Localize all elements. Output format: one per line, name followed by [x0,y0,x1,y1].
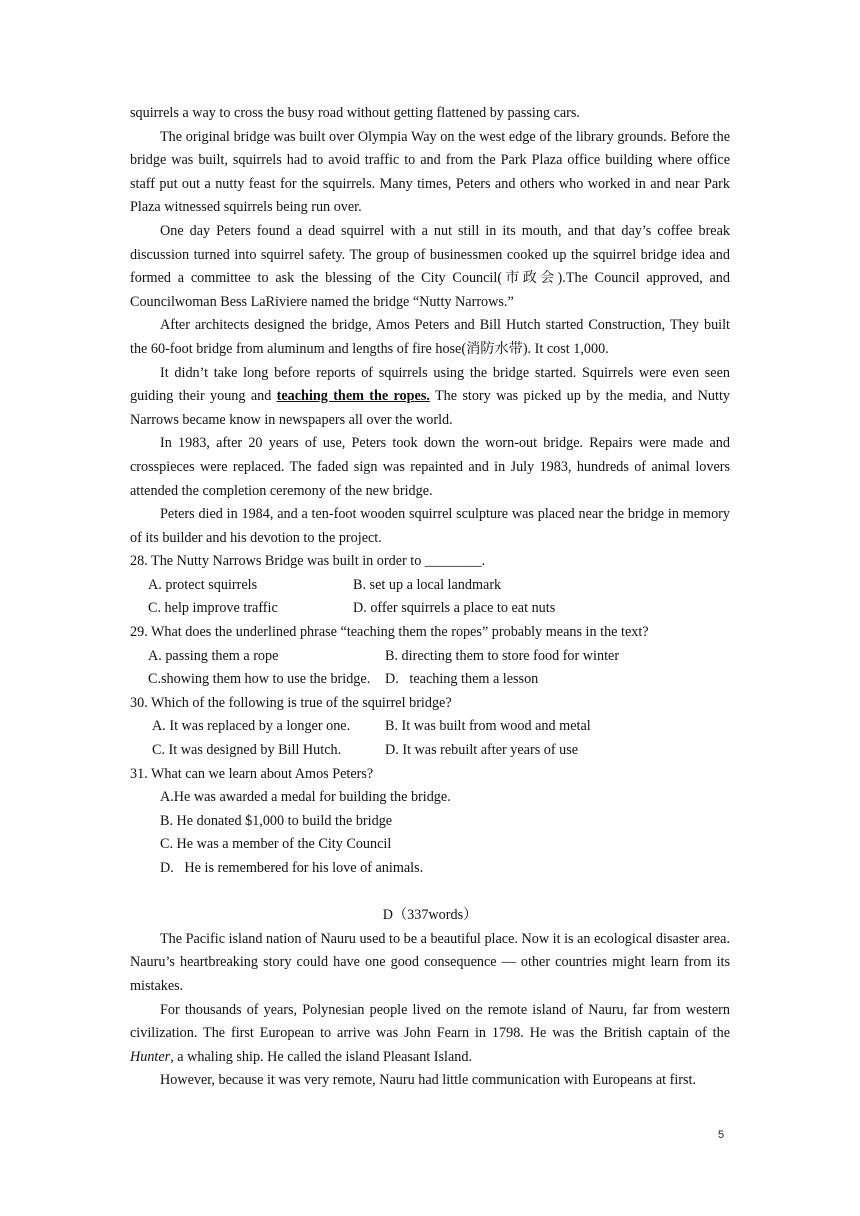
page-number: 5 [718,1129,725,1141]
option: C. It was designed by Bill Hutch. [152,742,342,759]
paragraph: The original bridge was built over Olympia Way on the west edge of the library grounds. Before the bridge was built, squirrels had to avoid traffic to and from the Park Plaza office building where office staff put out a nutty feast for the squirrels. Many times, Peters and others who worked in and near Park Plaza witnessed squirrels being run over. [130,128,730,216]
option: A. protect squirrels [148,576,258,593]
options-row [130,645,730,669]
option: D. offer squirrels a place to eat nuts [353,600,556,617]
option: D. He is remembered for his love of animals. [160,860,424,876]
paragraph: After architects designed the bridge, Amos Peters and Bill Hutch started Construction, They built the 60-foot bridge from aluminum and lengths of fire hose(消防水带). It cost 1,000. [130,317,730,357]
question-29: 29. What does the underlined phrase “teaching them the ropes” probably means in the text? [130,624,649,641]
question-31: 31. What can we learn about Amos Peters? [130,765,374,782]
option: B. He donated $1,000 to build the bridge [160,812,393,829]
option: C. help improve traffic [148,600,278,617]
option: B. directing them to store food for winter [385,647,620,664]
options-row [130,574,730,598]
option: B. It was built from wood and metal [385,718,591,735]
paragraph: In 1983, after 20 years of use, Peters took down the worn-out bridge. Repairs were made and crosspieces were replaced. The faded sign was repainted and in July 1983, hundreds of animal lovers attended the completion ceremony of the new bridge. [130,435,730,499]
question-28: 28. The Nutty Narrows Bridge was built in order to ________. [130,553,486,570]
paragraph-text: , a whaling ship. He called the island Pleasant Island. [170,1048,473,1065]
option: C.showing them how to use the bridge. [148,671,371,688]
paragraph-continuation: squirrels a way to cross the busy road without getting flattened by passing cars. [130,105,580,121]
options-row [130,715,730,739]
option: A.He was awarded a medal for building the bridge. [160,789,451,806]
paragraph: However, because it was very remote, Nauru had little communication with Europeans at first. [160,1072,697,1089]
paragraph-text: For thousands of years, Polynesian people lived on the remote island of Nauru, far from western civilization. The first European to arrive was John Fearn in 1798. He was the British captain of the [130,1001,730,1042]
options-row [130,668,730,692]
paragraph: Peters died in 1984, and a ten-foot wooden squirrel sculpture was placed near the bridge in memory of its builder and his devotion to the project. [130,506,730,546]
option: C. He was a member of the City Council [160,836,392,853]
paragraph [130,362,730,433]
section-heading: D（337words） [382,907,478,924]
ship-name: Hunter [130,1048,171,1065]
option: A. passing them a rope [148,647,279,664]
document-page [130,102,730,1093]
option: A. It was replaced by a longer one. [152,718,351,735]
paragraph-text: It didn’t take long before reports of squirrels using the bridge started. Squirrels were even seen guiding their young and [130,364,730,405]
options-row [130,597,730,621]
paragraph [130,999,730,1070]
underlined-phrase: teaching them the ropes. [276,388,430,405]
paragraph: The Pacific island nation of Nauru used to be a beautiful place. Now it is an ecological disaster area. Nauru’s heartbreaking story could have one good consequence — other countries might learn from its mistakes. [130,930,730,994]
options-row [130,739,730,763]
question-30: 30. Which of the following is true of the squirrel bridge? [130,694,452,711]
option: D. teaching them a lesson [385,671,539,688]
option: D. It was rebuilt after years of use [385,742,579,759]
paragraph-text: The story was picked up by the media, and Nutty Narrows became know in newspapers all over the world. [130,388,731,428]
option: B. set up a local landmark [353,576,502,593]
paragraph: One day Peters found a dead squirrel with a nut still in its mouth, and that day’s coffee break discussion turned into squirrel safety. The group of businessmen cooked up the squirrel bridge idea and formed a committee to ask the blessing of the City Council(市政会).The Council approved, and Councilwoman Bess LaRiviere named the bridge “Nutty Narrows.” [130,222,730,310]
